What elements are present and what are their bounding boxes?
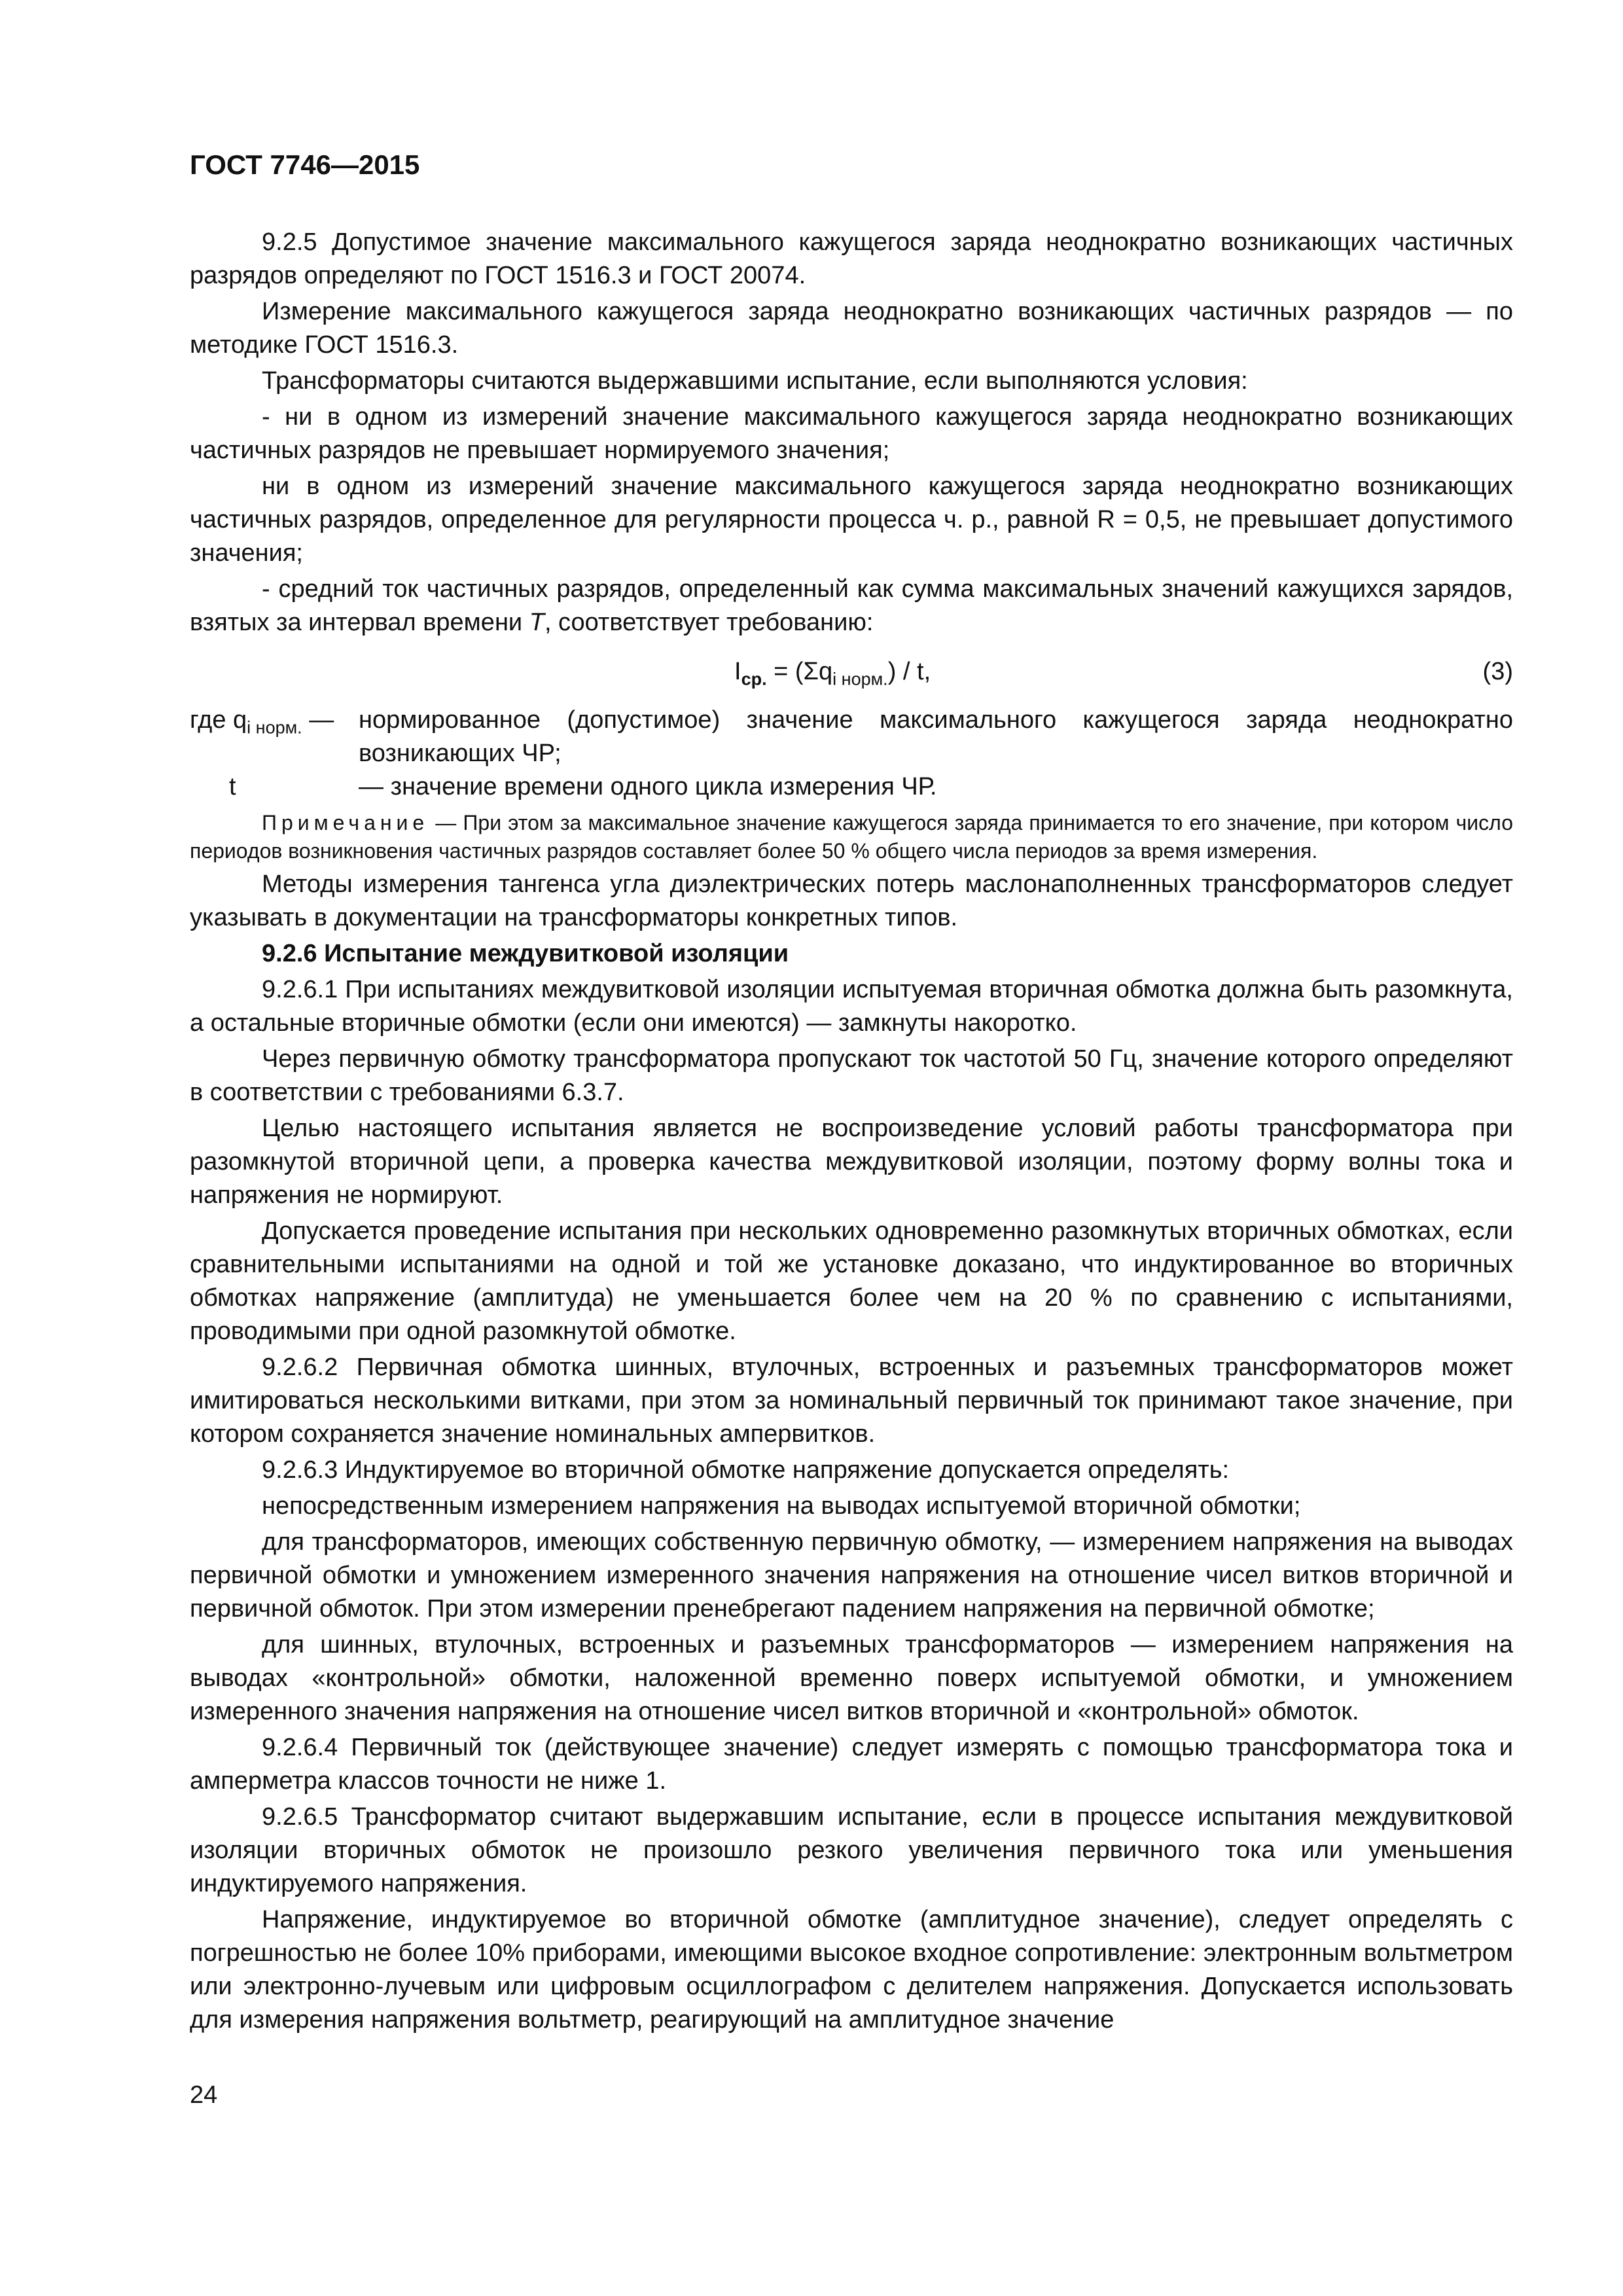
list-item: ни в одном из измерений значение максимального кажущегося заряда неоднократно возникающих частичных разрядов, определенное для регулярности процесса ч. р., равной R = 0,5, не превышает допустимого значения; — [190, 473, 1513, 567]
term-dash: — — [359, 773, 391, 800]
document-body — [190, 226, 1513, 2039]
definition-row — [190, 704, 1513, 770]
time-symbol: T — [529, 609, 544, 636]
paragraph: Через первичную обмотку трансформатора пропускают ток частотой 50 Гц, значение которого определяют в соответствии с требованиями 6.3.7. — [190, 1045, 1513, 1106]
definition-term — [190, 770, 359, 804]
list-item: для трансформаторов, имеющих собственную первичную обмотку, — измерением напряжения на выводах первичной обмотки и умножением измеренного значения напряжения на отношение чисел витков вторичной и первичной обмоток. При этом измерении пренебрегают падением напряжения на первичной обмотке; — [190, 1528, 1513, 1623]
term-prefix: t — [229, 773, 236, 800]
formula-expression — [734, 655, 931, 696]
formula-lhs: I — [734, 658, 741, 685]
document-header: ГОСТ 7746—2015 — [190, 149, 420, 180]
paragraph: Целью настоящего испытания является не воспроизведение условий работы трансформатора при разомкнутой вторичной цепи, а проверка качества междувитковой изоляции, поэтому форму волны тока и напряжения не нормируют. — [190, 1115, 1513, 1209]
definition-term — [190, 704, 359, 745]
paragraph-text: - средний ток частичных разрядов, определенный как сумма максимальных значений кажущихся зарядов, взятых за интервал времени — [190, 575, 1513, 636]
paragraph: Трансформаторы считаются выдержавшими испытание, если выполняются условия: — [262, 367, 1248, 395]
formula-number: (3) — [1482, 658, 1513, 685]
definition-row — [190, 770, 1513, 804]
paragraph: Допускается проведение испытания при нескольких одновременно разомкнутых вторичных обмотках, если сравнительными испытаниями на одной и той же установке доказано, что индуктированное во вторичных обмотках напряжение (амплитуда) не уменьшается более чем на 20 % по сравнению с испытаниями, проводимыми при одной разомкнутой обмотке. — [190, 1217, 1513, 1345]
definition-text: нормированное (допустимое) значение максимального кажущегося заряда неоднократно возникающих ЧР; — [359, 706, 1513, 767]
page-number: 24 — [190, 2081, 218, 2109]
paragraph: 9.2.6.5 Трансформатор считают выдержавшим испытание, если в процессе испытания междувитковой изоляции вторичных обмоток не произошло резкого увеличения первичного тока или уменьшения индуктируемого напряжения. — [190, 1803, 1513, 1897]
formula-sum-subscript: i норм. — [832, 669, 888, 689]
note — [190, 809, 1513, 865]
note-label: Примечание — [262, 811, 429, 834]
paragraph: 9.2.6.3 Индуктируемое во вторичной обмотке напряжение допускается определять: — [262, 1456, 1230, 1484]
paragraph-text: , соответствует требованию: — [544, 609, 874, 636]
definition-body: значение времени одного цикла измерения ЧР. — [390, 773, 937, 800]
paragraph: Напряжение, индуктируемое во вторичной обмотке (амплитудное значение), следует определять с погрешностью не более 10% приборами, имеющими высокое входное сопротивление: электронным вольтметром или электронно-лучевым или цифровым осциллографом с делителем напряжения. Допускается использовать для измерения напряжения вольтметр, реагирующий на амплитудное значение — [190, 1906, 1513, 2034]
section-heading: 9.2.6 Испытание междувитковой изоляции — [262, 940, 789, 967]
paragraph: 9.2.5 Допустимое значение максимального кажущегося заряда неоднократно возникающих частичных разрядов определяют по ГОСТ 1516.3 и ГОСТ 20074. — [190, 228, 1513, 289]
list-item: - ни в одном из измерений значение максимального кажущегося заряда неоднократно возникающих частичных разрядов не превышает нормируемого значения; — [190, 403, 1513, 464]
definitions-list — [190, 704, 1513, 804]
formula-close: ) / t, — [887, 658, 931, 685]
paragraph: 9.2.6.1 При испытаниях междувитковой изоляции испытуемая вторичная обмотка должна быть разомкнута, а остальные вторичные обмотки (если они имеются) — замкнуты накоротко. — [190, 976, 1513, 1037]
term-dash: — — [302, 706, 334, 734]
formula-eq-open: = (Σq — [766, 658, 833, 685]
formula-3 — [190, 649, 1513, 700]
list-item: для шинных, втулочных, встроенных и разъемных трансформаторов — измерением напряжения на выводах «контрольной» обмотки, наложенной временно поверх испытуемой обмотки, и умножением измеренного значения напряжения на отношение чисел витков вторичной и «контрольной» обмоток. — [190, 1631, 1513, 1725]
term-subscript: i норм. — [247, 717, 302, 738]
paragraph: 9.2.6.4 Первичный ток (действующее значение) следует измерять с помощью трансформатора тока и амперметра классов точности не ниже 1. — [190, 1734, 1513, 1795]
list-item: непосредственным измерением напряжения на выводах испытуемой вторичной обмотки; — [262, 1492, 1301, 1520]
formula-lhs-subscript: ср. — [741, 669, 767, 689]
definition-text — [359, 770, 1513, 804]
paragraph: 9.2.6.2 Первичная обмотка шинных, втулочных, встроенных и разъемных трансформаторов может имитироваться несколькими витками, при этом за номинальный первичный ток принимают такое значение, при котором сохраняется значение номинальных ампервитков. — [190, 1354, 1513, 1448]
term-prefix: где q — [190, 706, 247, 734]
paragraph: Измерение максимального кажущегося заряда неоднократно возникающих частичных разрядов — по методике ГОСТ 1516.3. — [190, 298, 1513, 359]
list-item — [190, 573, 1513, 639]
note-text: — При этом за максимальное значение кажущегося заряда принимается то его значение, при котором число периодов возникновения частичных разрядов составляет более 50 % общего числа периодов за время измерения. — [190, 811, 1513, 863]
paragraph: Методы измерения тангенса угла диэлектрических потерь маслонаполненных трансформаторов следует указывать в документации на трансформаторы конкретных типов. — [190, 870, 1513, 931]
